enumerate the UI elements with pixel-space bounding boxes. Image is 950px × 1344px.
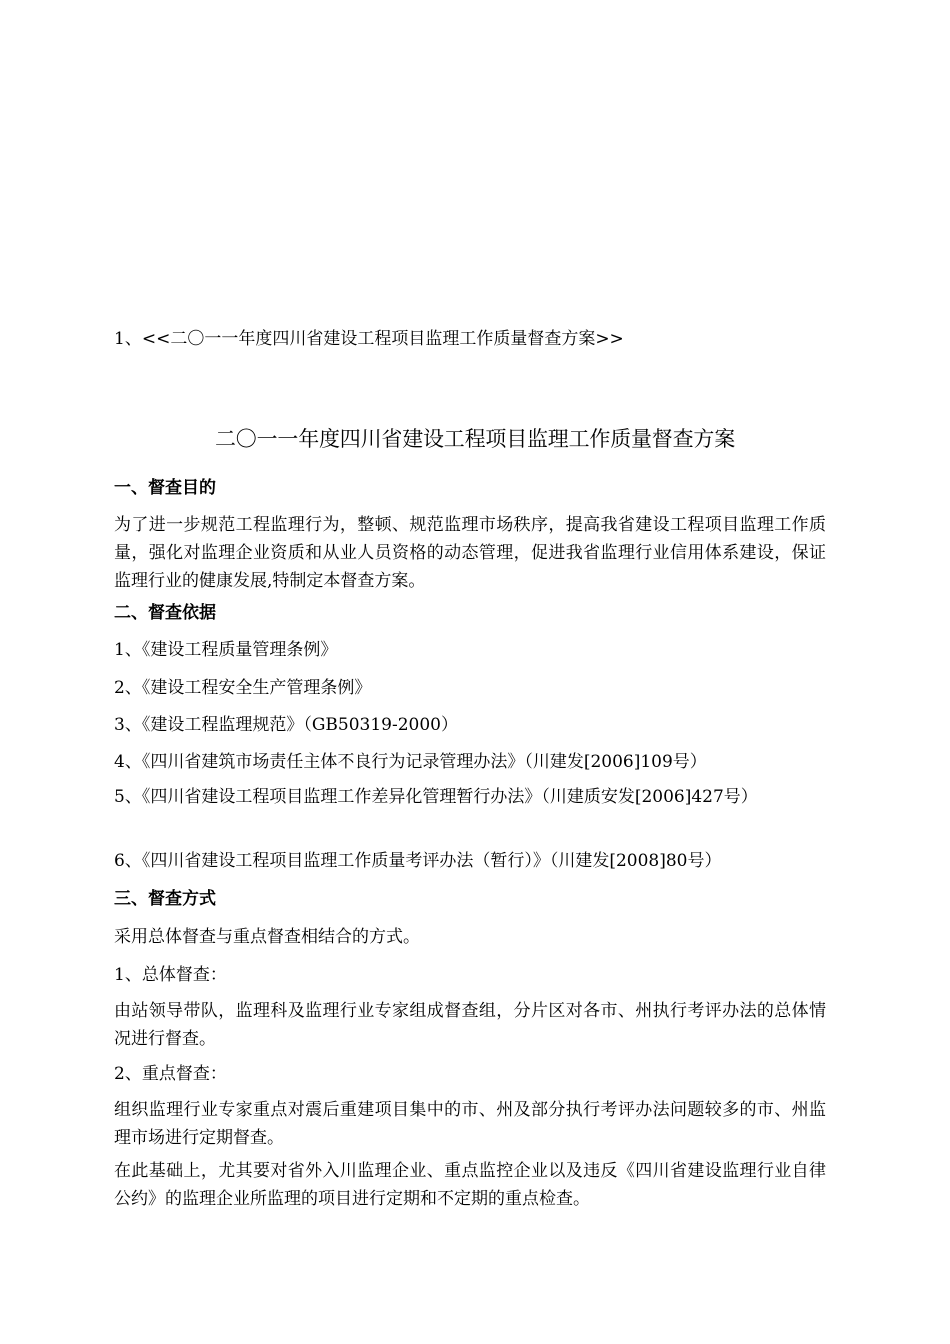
section1-paragraph: 为了进一步规范工程监理行为，整顿、规范监理市场秩序，提高我省建设工程项目监理工作质量，强化对监理企业资质和从业人员资格的动态管理，促进我省监理行业信用体系建设，保证监理行业的健康发展,特制定本督查方案。: [114, 515, 826, 591]
top-reference-line: [114, 327, 624, 351]
basis-item-2: 2、《建设工程安全生产管理条例》: [114, 678, 372, 698]
basis-item-6: 6、《四川省建设工程项目监理工作质量考评办法（暂行）》（川建发[2008]80号）: [114, 851, 722, 871]
basis-item-3: 3、《建设工程监理规范》（GB50319-2000）: [114, 715, 458, 735]
basis-item-1: 1、《建设工程质量管理条例》: [114, 640, 338, 660]
section3-heading: 三、督查方式: [114, 889, 216, 909]
key-inspection-text: 组织监理行业专家重点对震后重建项目集中的市、州及部分执行考评办法问题较多的市、州监理市场进行定期督查。: [114, 1100, 826, 1148]
basis-item-5: 5、《四川省建设工程项目监理工作差异化管理暂行办法》（川建质安发[2006]427号）: [114, 787, 758, 807]
top-reference-number: 1、: [114, 329, 142, 349]
section3-intro: 采用总体督查与重点督查相结合的方式。: [114, 927, 420, 947]
overall-inspection-text: 由站领导带队，监理科及监理行业专家组成督查组，分片区对各市、州执行考评办法的总体情况进行督查。: [114, 1001, 826, 1049]
key-inspection-label: 2、重点督查：: [114, 1064, 227, 1084]
section2-heading: 二、督查依据: [114, 603, 216, 623]
overall-inspection-label: 1、总体督查：: [114, 965, 227, 985]
basis-item-4: 4、《四川省建筑市场责任主体不良行为记录管理办法》（川建发[2006]109号）: [114, 752, 707, 772]
document-title: 二〇一一年度四川省建设工程项目监理工作质量督查方案: [215, 427, 735, 451]
key-inspection-extra: 在此基础上，尤其要对省外入川监理企业、重点监控企业以及违反《四川省建设监理行业自律公约》的监理企业所监理的项目进行定期和不定期的重点检查。: [114, 1161, 826, 1209]
top-reference-text: <<二〇一一年度四川省建设工程项目监理工作质量督查方案>>: [141, 329, 624, 349]
section1-heading: 一、督查目的: [114, 478, 216, 498]
